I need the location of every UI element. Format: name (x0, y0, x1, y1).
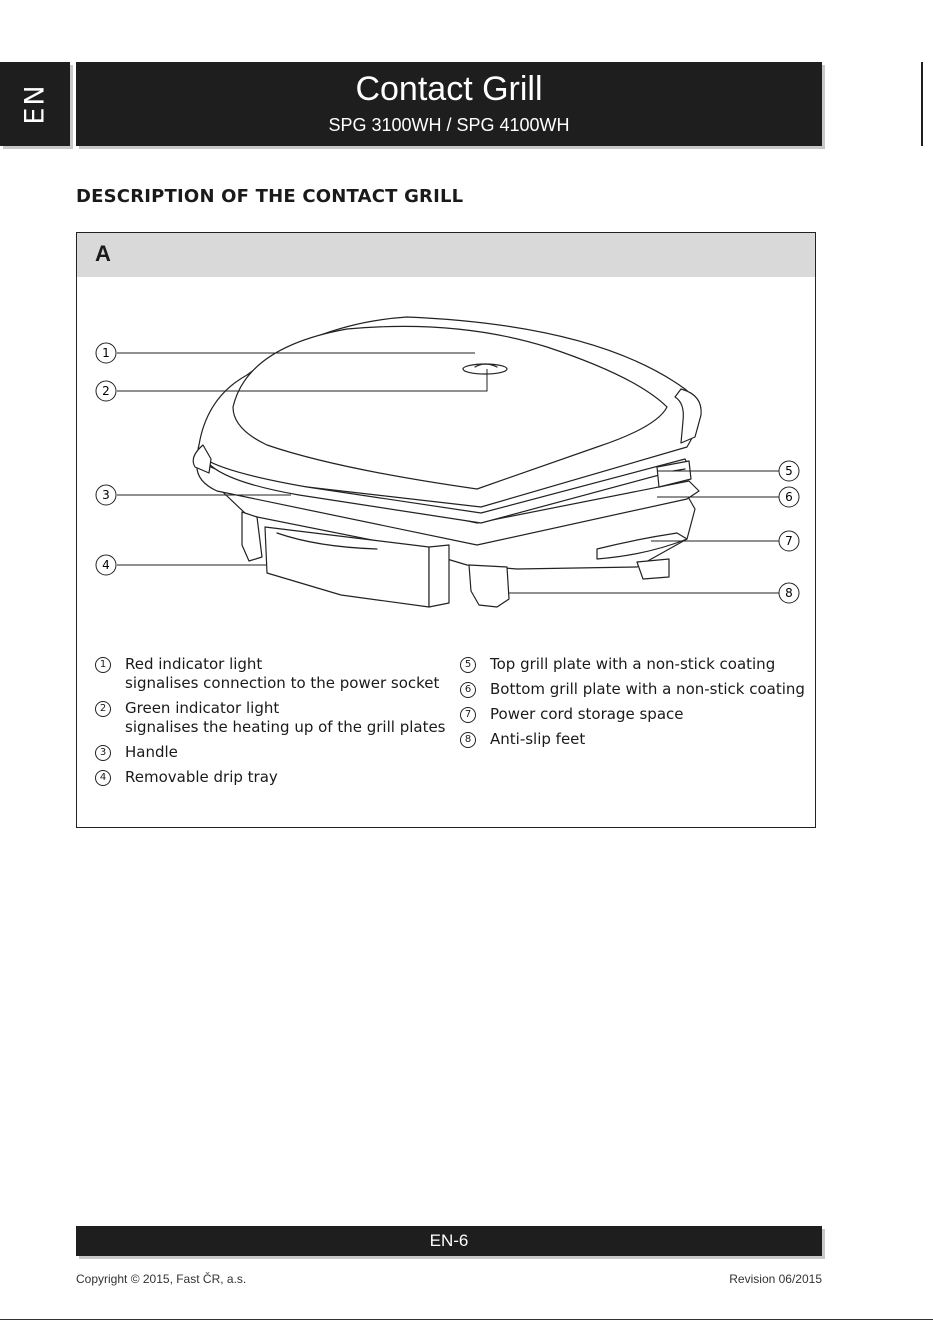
callout-badge-2 (96, 381, 116, 401)
foot-front-left (242, 512, 262, 561)
legend-item-3 (95, 743, 455, 763)
page-edge-mark (921, 62, 923, 146)
callout-badge-5 (779, 461, 799, 481)
figure-panel (76, 232, 816, 828)
legend-title: Handle (125, 743, 178, 761)
legend-title: Green indicator light (125, 699, 280, 717)
legend-title: Red indicator light (125, 655, 263, 673)
page-title: Contact Grill (355, 70, 543, 108)
language-tab (0, 62, 70, 146)
foot-front-right (469, 565, 509, 607)
svg-text:3: 3 (102, 488, 110, 502)
red-indicator-light (463, 364, 507, 374)
legend-title: Removable drip tray (125, 768, 278, 786)
legend-detail: signalises the heating up of the grill plates (125, 718, 446, 736)
svg-text:2: 2 (102, 384, 110, 398)
svg-text:7: 7 (785, 534, 793, 548)
legend-item-6 (460, 680, 810, 700)
legend-item-5 (460, 655, 810, 675)
callout-badge-8 (779, 583, 799, 603)
callout-badge-3 (96, 485, 116, 505)
legend-title: Bottom grill plate with a non-stick coating (490, 680, 805, 698)
legend-number: 3 (95, 745, 111, 761)
title-bar (76, 62, 822, 146)
svg-text:6: 6 (785, 490, 793, 504)
legend-number: 8 (460, 732, 476, 748)
legend-item-4 (95, 768, 455, 788)
callout-badge-6 (779, 487, 799, 507)
svg-text:4: 4 (102, 558, 110, 572)
page-number: EN-6 (429, 1231, 469, 1250)
legend-number: 4 (95, 770, 111, 786)
model-subtitle: SPG 3100WH / SPG 4100WH (328, 115, 570, 135)
revision-text: Revision 06/2015 (729, 1272, 822, 1286)
foot-back (637, 559, 669, 579)
svg-text:8: 8 (785, 586, 793, 600)
legend-detail: signalises connection to the power socket (125, 674, 440, 692)
legend-number: 6 (460, 682, 476, 698)
figure-header (77, 233, 815, 277)
legend-number: 5 (460, 657, 476, 673)
callout-badge-4 (96, 555, 116, 575)
svg-text:5: 5 (785, 464, 793, 478)
legend-number: 2 (95, 701, 111, 717)
legend-title: Anti-slip feet (490, 730, 586, 748)
bottom-rule (0, 1319, 933, 1320)
legend-title: Power cord storage space (490, 705, 684, 723)
legend-item-2 (95, 699, 455, 739)
contact-grill-illustration (77, 277, 817, 647)
legend-item-1 (95, 655, 455, 695)
page-number-bar (76, 1226, 822, 1256)
callout-badge-1 (96, 343, 116, 363)
svg-text:1: 1 (102, 346, 110, 360)
legend-number: 1 (95, 657, 111, 673)
section-heading: DESCRIPTION OF THE CONTACT GRILL (76, 186, 464, 207)
legend-item-8 (460, 730, 810, 750)
legend-number: 7 (460, 707, 476, 723)
figure-label: A (95, 241, 111, 266)
legend-item-7 (460, 705, 810, 725)
copyright-text: Copyright © 2015, Fast ČR, a.s. (76, 1272, 247, 1286)
legend-title: Top grill plate with a non-stick coating (490, 655, 776, 673)
callout-badge-7 (779, 531, 799, 551)
language-label: EN (19, 83, 51, 125)
